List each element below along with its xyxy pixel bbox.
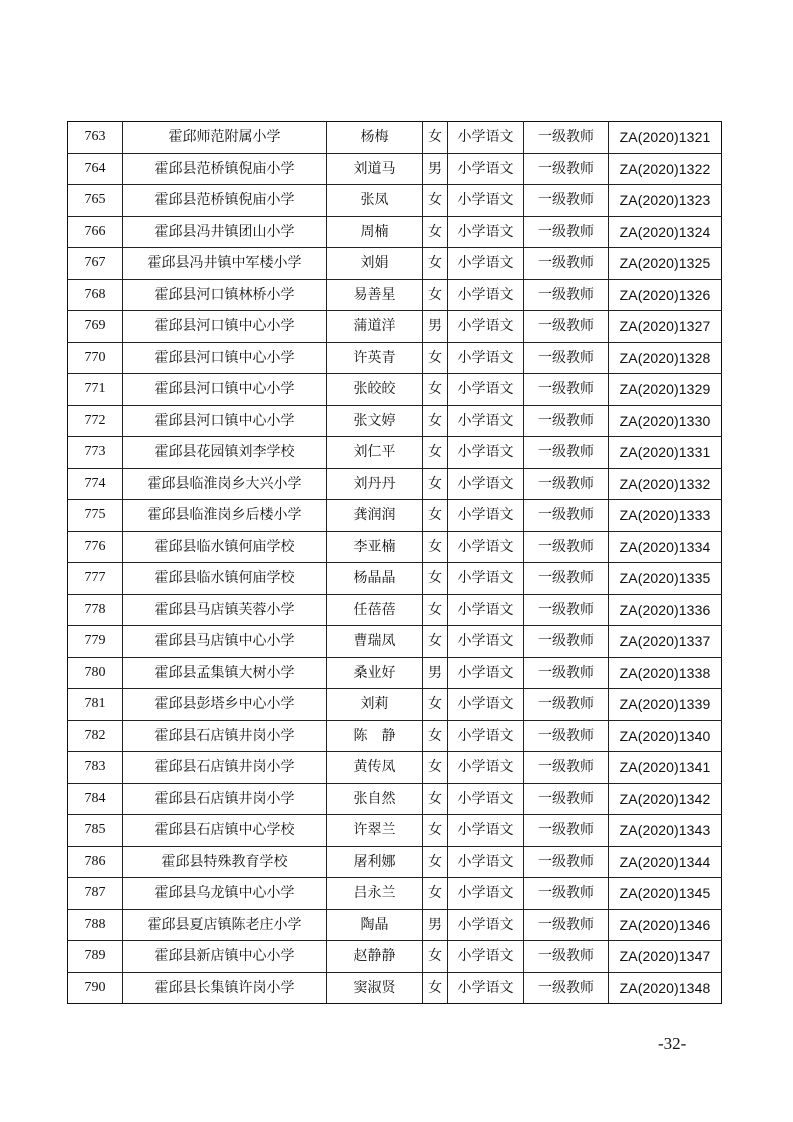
serial-number-cell: 782 [68,720,123,752]
certificate-code-cell: ZA(2020)1344 [609,846,722,878]
school-cell: 霍邱县范桥镇倪庙小学 [123,153,327,185]
serial-number-cell: 790 [68,972,123,1004]
school-cell: 霍邱县石店镇井岗小学 [123,783,327,815]
teacher-name-cell: 杨晶晶 [327,563,423,595]
title-cell: 一级教师 [524,563,609,595]
school-cell: 霍邱县石店镇井岗小学 [123,752,327,784]
school-cell: 霍邱师范附属小学 [123,122,327,154]
gender-cell: 女 [423,563,448,595]
teacher-name-cell: 陈 静 [327,720,423,752]
title-cell: 一级教师 [524,846,609,878]
school-cell: 霍邱县特殊教育学校 [123,846,327,878]
teacher-name-cell: 曹瑞凤 [327,626,423,658]
school-cell: 霍邱县河口镇林桥小学 [123,279,327,311]
school-cell: 霍邱县河口镇中心小学 [123,374,327,406]
school-cell: 霍邱县临水镇何庙学校 [123,531,327,563]
title-cell: 一级教师 [524,374,609,406]
gender-cell: 女 [423,216,448,248]
gender-cell: 女 [423,626,448,658]
certificate-code-cell: ZA(2020)1336 [609,594,722,626]
teacher-name-cell: 陶晶 [327,909,423,941]
gender-cell: 女 [423,594,448,626]
title-cell: 一级教师 [524,437,609,469]
title-cell: 一级教师 [524,720,609,752]
teacher-name-cell: 许英青 [327,342,423,374]
certificate-code-cell: ZA(2020)1326 [609,279,722,311]
subject-cell: 小学语文 [448,972,524,1004]
school-cell: 霍邱县临水镇何庙学校 [123,563,327,595]
certificate-code-cell: ZA(2020)1334 [609,531,722,563]
teacher-name-cell: 李亚楠 [327,531,423,563]
title-cell: 一级教师 [524,216,609,248]
gender-cell: 女 [423,342,448,374]
certificate-code-cell: ZA(2020)1345 [609,878,722,910]
roster-body [68,122,722,1004]
school-cell: 霍邱县长集镇许岗小学 [123,972,327,1004]
gender-cell: 女 [423,279,448,311]
gender-cell: 女 [423,500,448,532]
teacher-name-cell: 黄传凤 [327,752,423,784]
certificate-code-cell: ZA(2020)1331 [609,437,722,469]
teacher-name-cell: 刘丹丹 [327,468,423,500]
gender-cell: 女 [423,752,448,784]
certificate-code-cell: ZA(2020)1341 [609,752,722,784]
teacher-name-cell: 易善星 [327,279,423,311]
table-row [68,122,722,154]
table-row [68,594,722,626]
subject-cell: 小学语文 [448,500,524,532]
certificate-code-cell: ZA(2020)1338 [609,657,722,689]
table-row [68,846,722,878]
serial-number-cell: 777 [68,563,123,595]
gender-cell: 女 [423,941,448,973]
table-row [68,468,722,500]
school-cell: 霍邱县河口镇中心小学 [123,311,327,343]
title-cell: 一级教师 [524,279,609,311]
teacher-name-cell: 张凤 [327,185,423,217]
title-cell: 一级教师 [524,405,609,437]
title-cell: 一级教师 [524,122,609,154]
serial-number-cell: 773 [68,437,123,469]
table-row [68,248,722,280]
serial-number-cell: 784 [68,783,123,815]
teacher-name-cell: 赵静静 [327,941,423,973]
certificate-code-cell: ZA(2020)1339 [609,689,722,721]
teacher-name-cell: 张文婷 [327,405,423,437]
teacher-name-cell: 桑业好 [327,657,423,689]
school-cell: 霍邱县冯井镇中军楼小学 [123,248,327,280]
page-number: -32- [658,1034,687,1053]
gender-cell: 女 [423,248,448,280]
school-cell: 霍邱县河口镇中心小学 [123,405,327,437]
title-cell: 一级教师 [524,689,609,721]
teacher-name-cell: 许翠兰 [327,815,423,847]
gender-cell: 女 [423,531,448,563]
subject-cell: 小学语文 [448,689,524,721]
certificate-code-cell: ZA(2020)1328 [609,342,722,374]
teacher-name-cell: 蒲道洋 [327,311,423,343]
table-row [68,657,722,689]
school-cell: 霍邱县范桥镇倪庙小学 [123,185,327,217]
certificate-code-cell: ZA(2020)1323 [609,185,722,217]
table-row [68,909,722,941]
subject-cell: 小学语文 [448,846,524,878]
serial-number-cell: 774 [68,468,123,500]
school-cell: 霍邱县冯井镇团山小学 [123,216,327,248]
table-row [68,279,722,311]
teacher-name-cell: 刘仁平 [327,437,423,469]
gender-cell: 女 [423,437,448,469]
certificate-code-cell: ZA(2020)1342 [609,783,722,815]
certificate-code-cell: ZA(2020)1322 [609,153,722,185]
gender-cell: 女 [423,878,448,910]
school-cell: 霍邱县临淮岗乡大兴小学 [123,468,327,500]
certificate-code-cell: ZA(2020)1332 [609,468,722,500]
subject-cell: 小学语文 [448,783,524,815]
table-row [68,626,722,658]
title-cell: 一级教师 [524,500,609,532]
table-row [68,941,722,973]
gender-cell: 男 [423,153,448,185]
serial-number-cell: 775 [68,500,123,532]
certificate-code-cell: ZA(2020)1346 [609,909,722,941]
serial-number-cell: 771 [68,374,123,406]
subject-cell: 小学语文 [448,185,524,217]
school-cell: 霍邱县乌龙镇中心小学 [123,878,327,910]
certificate-code-cell: ZA(2020)1347 [609,941,722,973]
table-row [68,500,722,532]
table-row [68,405,722,437]
serial-number-cell: 786 [68,846,123,878]
teacher-name-cell: 屠利娜 [327,846,423,878]
serial-number-cell: 779 [68,626,123,658]
teacher-name-cell: 周楠 [327,216,423,248]
serial-number-cell: 766 [68,216,123,248]
table-row [68,783,722,815]
serial-number-cell: 778 [68,594,123,626]
certificate-code-cell: ZA(2020)1321 [609,122,722,154]
subject-cell: 小学语文 [448,909,524,941]
table-row [68,531,722,563]
serial-number-cell: 787 [68,878,123,910]
subject-cell: 小学语文 [448,752,524,784]
gender-cell: 女 [423,374,448,406]
subject-cell: 小学语文 [448,437,524,469]
title-cell: 一级教师 [524,878,609,910]
subject-cell: 小学语文 [448,374,524,406]
subject-cell: 小学语文 [448,626,524,658]
teacher-name-cell: 刘莉 [327,689,423,721]
gender-cell: 女 [423,972,448,1004]
certificate-code-cell: ZA(2020)1337 [609,626,722,658]
table-row [68,311,722,343]
school-cell: 霍邱县马店镇中心小学 [123,626,327,658]
serial-number-cell: 789 [68,941,123,973]
subject-cell: 小学语文 [448,311,524,343]
school-cell: 霍邱县临淮岗乡后楼小学 [123,500,327,532]
subject-cell: 小学语文 [448,468,524,500]
subject-cell: 小学语文 [448,657,524,689]
table-row [68,563,722,595]
subject-cell: 小学语文 [448,531,524,563]
title-cell: 一级教师 [524,248,609,280]
subject-cell: 小学语文 [448,216,524,248]
table-row [68,216,722,248]
table-row [68,689,722,721]
title-cell: 一级教师 [524,783,609,815]
table-row [68,815,722,847]
serial-number-cell: 763 [68,122,123,154]
serial-number-cell: 783 [68,752,123,784]
subject-cell: 小学语文 [448,720,524,752]
teacher-roster-table [67,121,722,1004]
title-cell: 一级教师 [524,972,609,1004]
table-row [68,374,722,406]
subject-cell: 小学语文 [448,594,524,626]
school-cell: 霍邱县孟集镇大树小学 [123,657,327,689]
gender-cell: 女 [423,122,448,154]
serial-number-cell: 788 [68,909,123,941]
certificate-code-cell: ZA(2020)1329 [609,374,722,406]
teacher-name-cell: 窦淑贤 [327,972,423,1004]
title-cell: 一级教师 [524,815,609,847]
table-row [68,342,722,374]
subject-cell: 小学语文 [448,815,524,847]
gender-cell: 女 [423,815,448,847]
serial-number-cell: 780 [68,657,123,689]
gender-cell: 女 [423,783,448,815]
subject-cell: 小学语文 [448,563,524,595]
serial-number-cell: 764 [68,153,123,185]
gender-cell: 女 [423,405,448,437]
gender-cell: 女 [423,720,448,752]
gender-cell: 女 [423,468,448,500]
table-row [68,878,722,910]
serial-number-cell: 770 [68,342,123,374]
certificate-code-cell: ZA(2020)1333 [609,500,722,532]
subject-cell: 小学语文 [448,878,524,910]
certificate-code-cell: ZA(2020)1325 [609,248,722,280]
school-cell: 霍邱县花园镇刘李学校 [123,437,327,469]
teacher-name-cell: 吕永兰 [327,878,423,910]
teacher-name-cell: 刘道马 [327,153,423,185]
school-cell: 霍邱县马店镇芙蓉小学 [123,594,327,626]
certificate-code-cell: ZA(2020)1348 [609,972,722,1004]
school-cell: 霍邱县新店镇中心小学 [123,941,327,973]
subject-cell: 小学语文 [448,153,524,185]
serial-number-cell: 767 [68,248,123,280]
title-cell: 一级教师 [524,153,609,185]
school-cell: 霍邱县彭塔乡中心小学 [123,689,327,721]
teacher-name-cell: 龚润润 [327,500,423,532]
serial-number-cell: 769 [68,311,123,343]
teacher-name-cell: 张自然 [327,783,423,815]
title-cell: 一级教师 [524,594,609,626]
subject-cell: 小学语文 [448,342,524,374]
teacher-name-cell: 任蓓蓓 [327,594,423,626]
school-cell: 霍邱县石店镇中心学校 [123,815,327,847]
table-row [68,185,722,217]
gender-cell: 女 [423,185,448,217]
serial-number-cell: 772 [68,405,123,437]
teacher-name-cell: 张皎皎 [327,374,423,406]
subject-cell: 小学语文 [448,405,524,437]
certificate-code-cell: ZA(2020)1330 [609,405,722,437]
table-row [68,752,722,784]
subject-cell: 小学语文 [448,941,524,973]
gender-cell: 女 [423,846,448,878]
subject-cell: 小学语文 [448,279,524,311]
table-row [68,720,722,752]
serial-number-cell: 768 [68,279,123,311]
subject-cell: 小学语文 [448,248,524,280]
title-cell: 一级教师 [524,531,609,563]
school-cell: 霍邱县夏店镇陈老庄小学 [123,909,327,941]
serial-number-cell: 765 [68,185,123,217]
table-row [68,437,722,469]
gender-cell: 男 [423,657,448,689]
title-cell: 一级教师 [524,468,609,500]
title-cell: 一级教师 [524,941,609,973]
school-cell: 霍邱县石店镇井岗小学 [123,720,327,752]
title-cell: 一级教师 [524,752,609,784]
title-cell: 一级教师 [524,909,609,941]
subject-cell: 小学语文 [448,122,524,154]
serial-number-cell: 776 [68,531,123,563]
gender-cell: 女 [423,689,448,721]
certificate-code-cell: ZA(2020)1327 [609,311,722,343]
school-cell: 霍邱县河口镇中心小学 [123,342,327,374]
title-cell: 一级教师 [524,185,609,217]
table-row [68,153,722,185]
title-cell: 一级教师 [524,342,609,374]
title-cell: 一级教师 [524,626,609,658]
serial-number-cell: 785 [68,815,123,847]
certificate-code-cell: ZA(2020)1324 [609,216,722,248]
gender-cell: 男 [423,909,448,941]
gender-cell: 男 [423,311,448,343]
certificate-code-cell: ZA(2020)1343 [609,815,722,847]
title-cell: 一级教师 [524,657,609,689]
serial-number-cell: 781 [68,689,123,721]
title-cell: 一级教师 [524,311,609,343]
teacher-name-cell: 杨梅 [327,122,423,154]
table-row [68,972,722,1004]
teacher-name-cell: 刘娟 [327,248,423,280]
certificate-code-cell: ZA(2020)1340 [609,720,722,752]
certificate-code-cell: ZA(2020)1335 [609,563,722,595]
